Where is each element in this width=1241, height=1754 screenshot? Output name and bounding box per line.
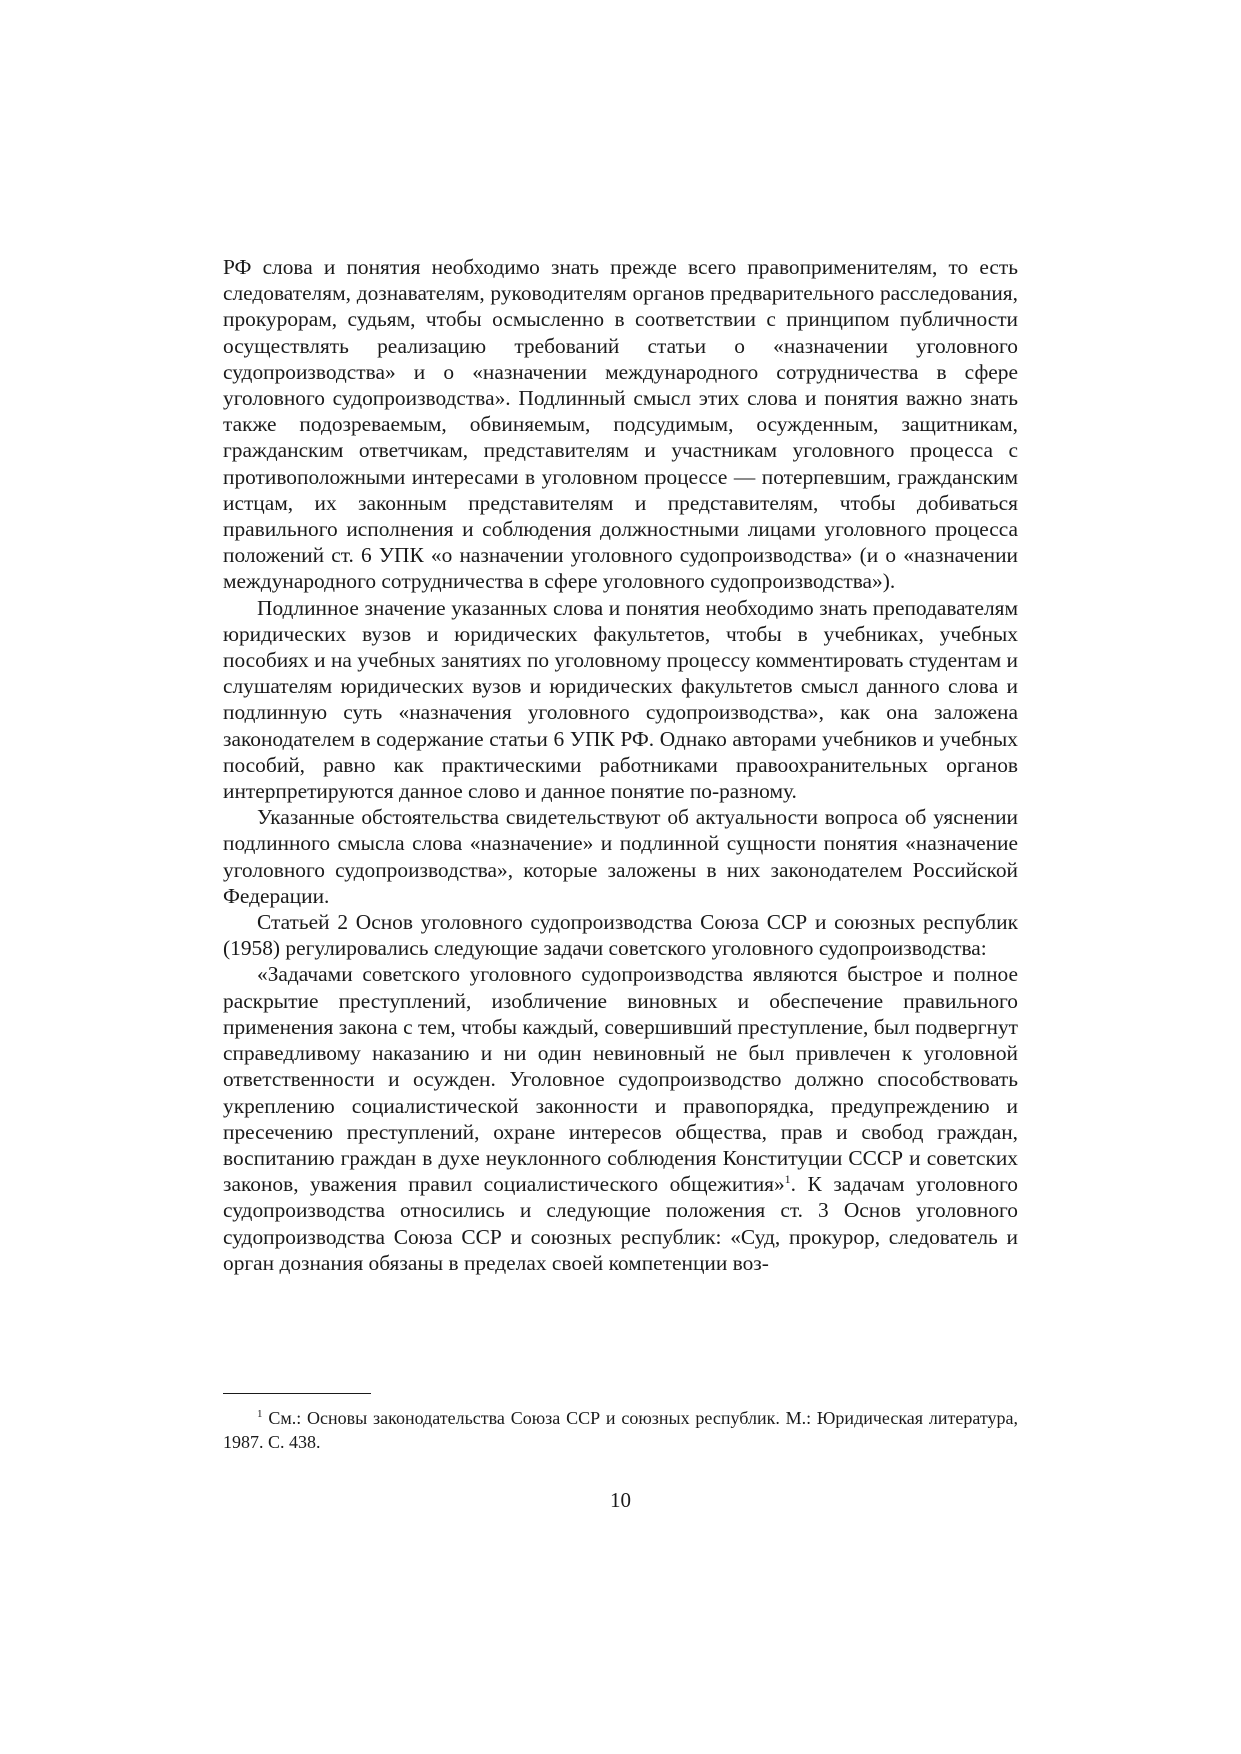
quote-text: «Задачами советского уголовного судопроизводства являются быстрое и полное раскрытие преступлений, изобличение виновных и обеспечение правильного применения закона с тем, чтобы каждый, совершивший преступление, был подвергнут справедливому наказанию и ни один невиновный не был привлечен к уголовной ответственности и осужден. Уголовное судопроизводство должно способствовать укреплению социалистической законности и правопорядка, предупреждению и пресечению преступлений, охране интересов общества, прав и свобод граждан, воспитанию граждан в духе неуклонного соблюдения Конституции СССР и советских законов, уважения правил социалистического общежития» [223,962,1018,1197]
paragraph-3: Указанные обстоятельства свидетельствуют об актуальности вопроса об уяснении подлинного смысла слова «назначение» и подлинной сущности понятия «назначение уголовного судопроизводства», которые заложены в них законодателем Российской Федерации. [223,805,1018,908]
footnote-mark: 1 [257,1408,263,1420]
footnote-text: См.: Основы законодательства Союза ССР и союзных республик. М.: Юридическая литература, 1987. С. 438. [223,1408,1018,1452]
page-number: 10 [610,1488,631,1512]
paragraph-5-quote: «Задачами советского уголовного судопроизводства являются быстрое и полное раскрытие преступлений, изобличение виновных и обеспечение правильного применения закона с тем, чтобы каждый, совершивший преступление, был подвергнут справедливому наказанию и ни один невиновный не был привлечен к уголовной ответственности и осужден. Уголовное судопроизводство должно способствовать укреплению социалистической законности и правопорядка, предупреждению и пресечению преступлений, охране интересов общества, прав и свобод граждан, воспитанию граждан в духе неуклонного соблюдения Конституции СССР и советских законов, уважения правил социалистического общежития»$^1$. К задачам уголовного судопроизводства относились и следующие положения ст. 3 Основ уголовного судопроизводства Союза ССР и союзных республик: «Суд, прокурор, следователь и орган дознания обязаны в пределах своей компетенции воз- [223,962,1018,1275]
quote-continuation: К задачам уголовного судопроизводства относились и следующие положения ст. 3 Основ уголовного судопроизводства Союза ССР и союзных республик: «Суд, прокурор, следователь и орган дознания обязаны в пределах своей компетенции воз- [223,1172,1018,1275]
paragraph-2: Подлинное значение указанных слова и понятия необходимо знать преподавателям юридических вузов и юридических факультетов, чтобы в учебниках, учебных пособиях и на учебных занятиях по уголовному процессу комментировать студентам и слушателям юридических вузов и юридических факультетов смысл данного слова и подлинную суть «назначения уголовного судопроизводства», как она заложена законодателем в содержание статьи 6 УПК РФ. Однако авторами учебников и учебных пособий, равно как практическими работниками правоохранительных органов интерпретируются данное слово и данное понятие по-разному. [223,595,1018,804]
paragraph-1: РФ слова и понятия необходимо знать прежде всего правоприменителям, то есть следователям, дознавателям, руководителям органов предварительного расследования, прокурорам, судьям, чтобы осмысленно в соответствии с принципом публичности осуществлять реализацию требований статьи о «назначении уголовного судопроизводства» и о «назначении международного сотрудничества в сфере уголовного судопроизводства». Подлинный смысл этих слова и понятия важно знать также подозреваемым, обвиняемым, подсудимым, осужденным, защитникам, гражданским ответчикам, представителям и участникам уголовного процесса с противоположными интересами в уголовном процессе — потерпевшим, гражданским истцам, их законным представителям и представителям, чтобы добиваться правильного исполнения и соблюдения должностными лицами уголовного процесса положений ст. 6 УПК «о назначении уголовного судопроизводства» (и о «назначении международного сотрудничества в сфере уголовного судопроизводства»). [223,255,1018,594]
page-body [223,254,1018,1276]
footnote-reference: 1 [784,1171,791,1186]
paragraph-4: Статьей 2 Основ уголовного судопроизводства Союза ССР и союзных республик (1958) регулировались следующие задачи советского уголовного судопроизводства: [223,910,1018,961]
footnote [223,1406,1018,1454]
footnote-divider [223,1393,371,1394]
